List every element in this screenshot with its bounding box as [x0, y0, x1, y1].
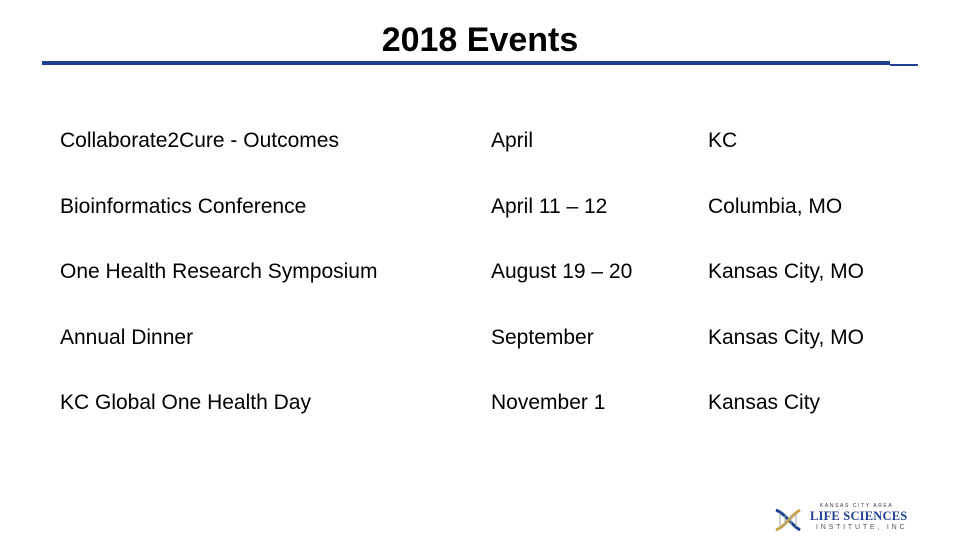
event-name: KC Global One Health Day — [60, 391, 311, 414]
life-sciences-institute-logo — [770, 500, 920, 540]
dna-helix-icon — [770, 500, 810, 540]
event-name: Annual Dinner — [60, 325, 194, 349]
event-date: April — [491, 129, 534, 152]
event-name: Collaborate2Cure - Outcomes — [60, 129, 339, 152]
event-name: Bioinformatics Conference — [60, 194, 307, 218]
title-underline — [42, 61, 918, 65]
logo-top-text: KANSAS CITY AREA — [820, 503, 894, 509]
title-underline-tail — [890, 64, 918, 66]
event-row — [60, 317, 920, 383]
event-date: September — [491, 325, 594, 349]
event-date: August 19 – 20 — [491, 260, 633, 283]
event-name: One Health Research Symposium — [60, 260, 378, 283]
event-location: KC — [708, 129, 738, 152]
event-row — [60, 186, 920, 252]
events-table — [60, 120, 920, 448]
logo-sub-text: INSTITUTE, INC — [816, 524, 908, 531]
event-row — [60, 251, 920, 317]
event-location: Kansas City, MO — [708, 260, 864, 283]
event-location: Kansas City — [708, 391, 821, 414]
event-row — [60, 120, 920, 186]
event-date: November 1 — [491, 391, 606, 414]
page-title: 2018 Events — [381, 21, 579, 59]
event-location: Columbia, MO — [708, 194, 843, 218]
event-date: April 11 – 12 — [491, 194, 608, 218]
logo-main-text: LIFE SCIENCES — [810, 509, 908, 523]
event-location: Kansas City, MO — [708, 325, 864, 349]
event-row — [60, 382, 920, 448]
